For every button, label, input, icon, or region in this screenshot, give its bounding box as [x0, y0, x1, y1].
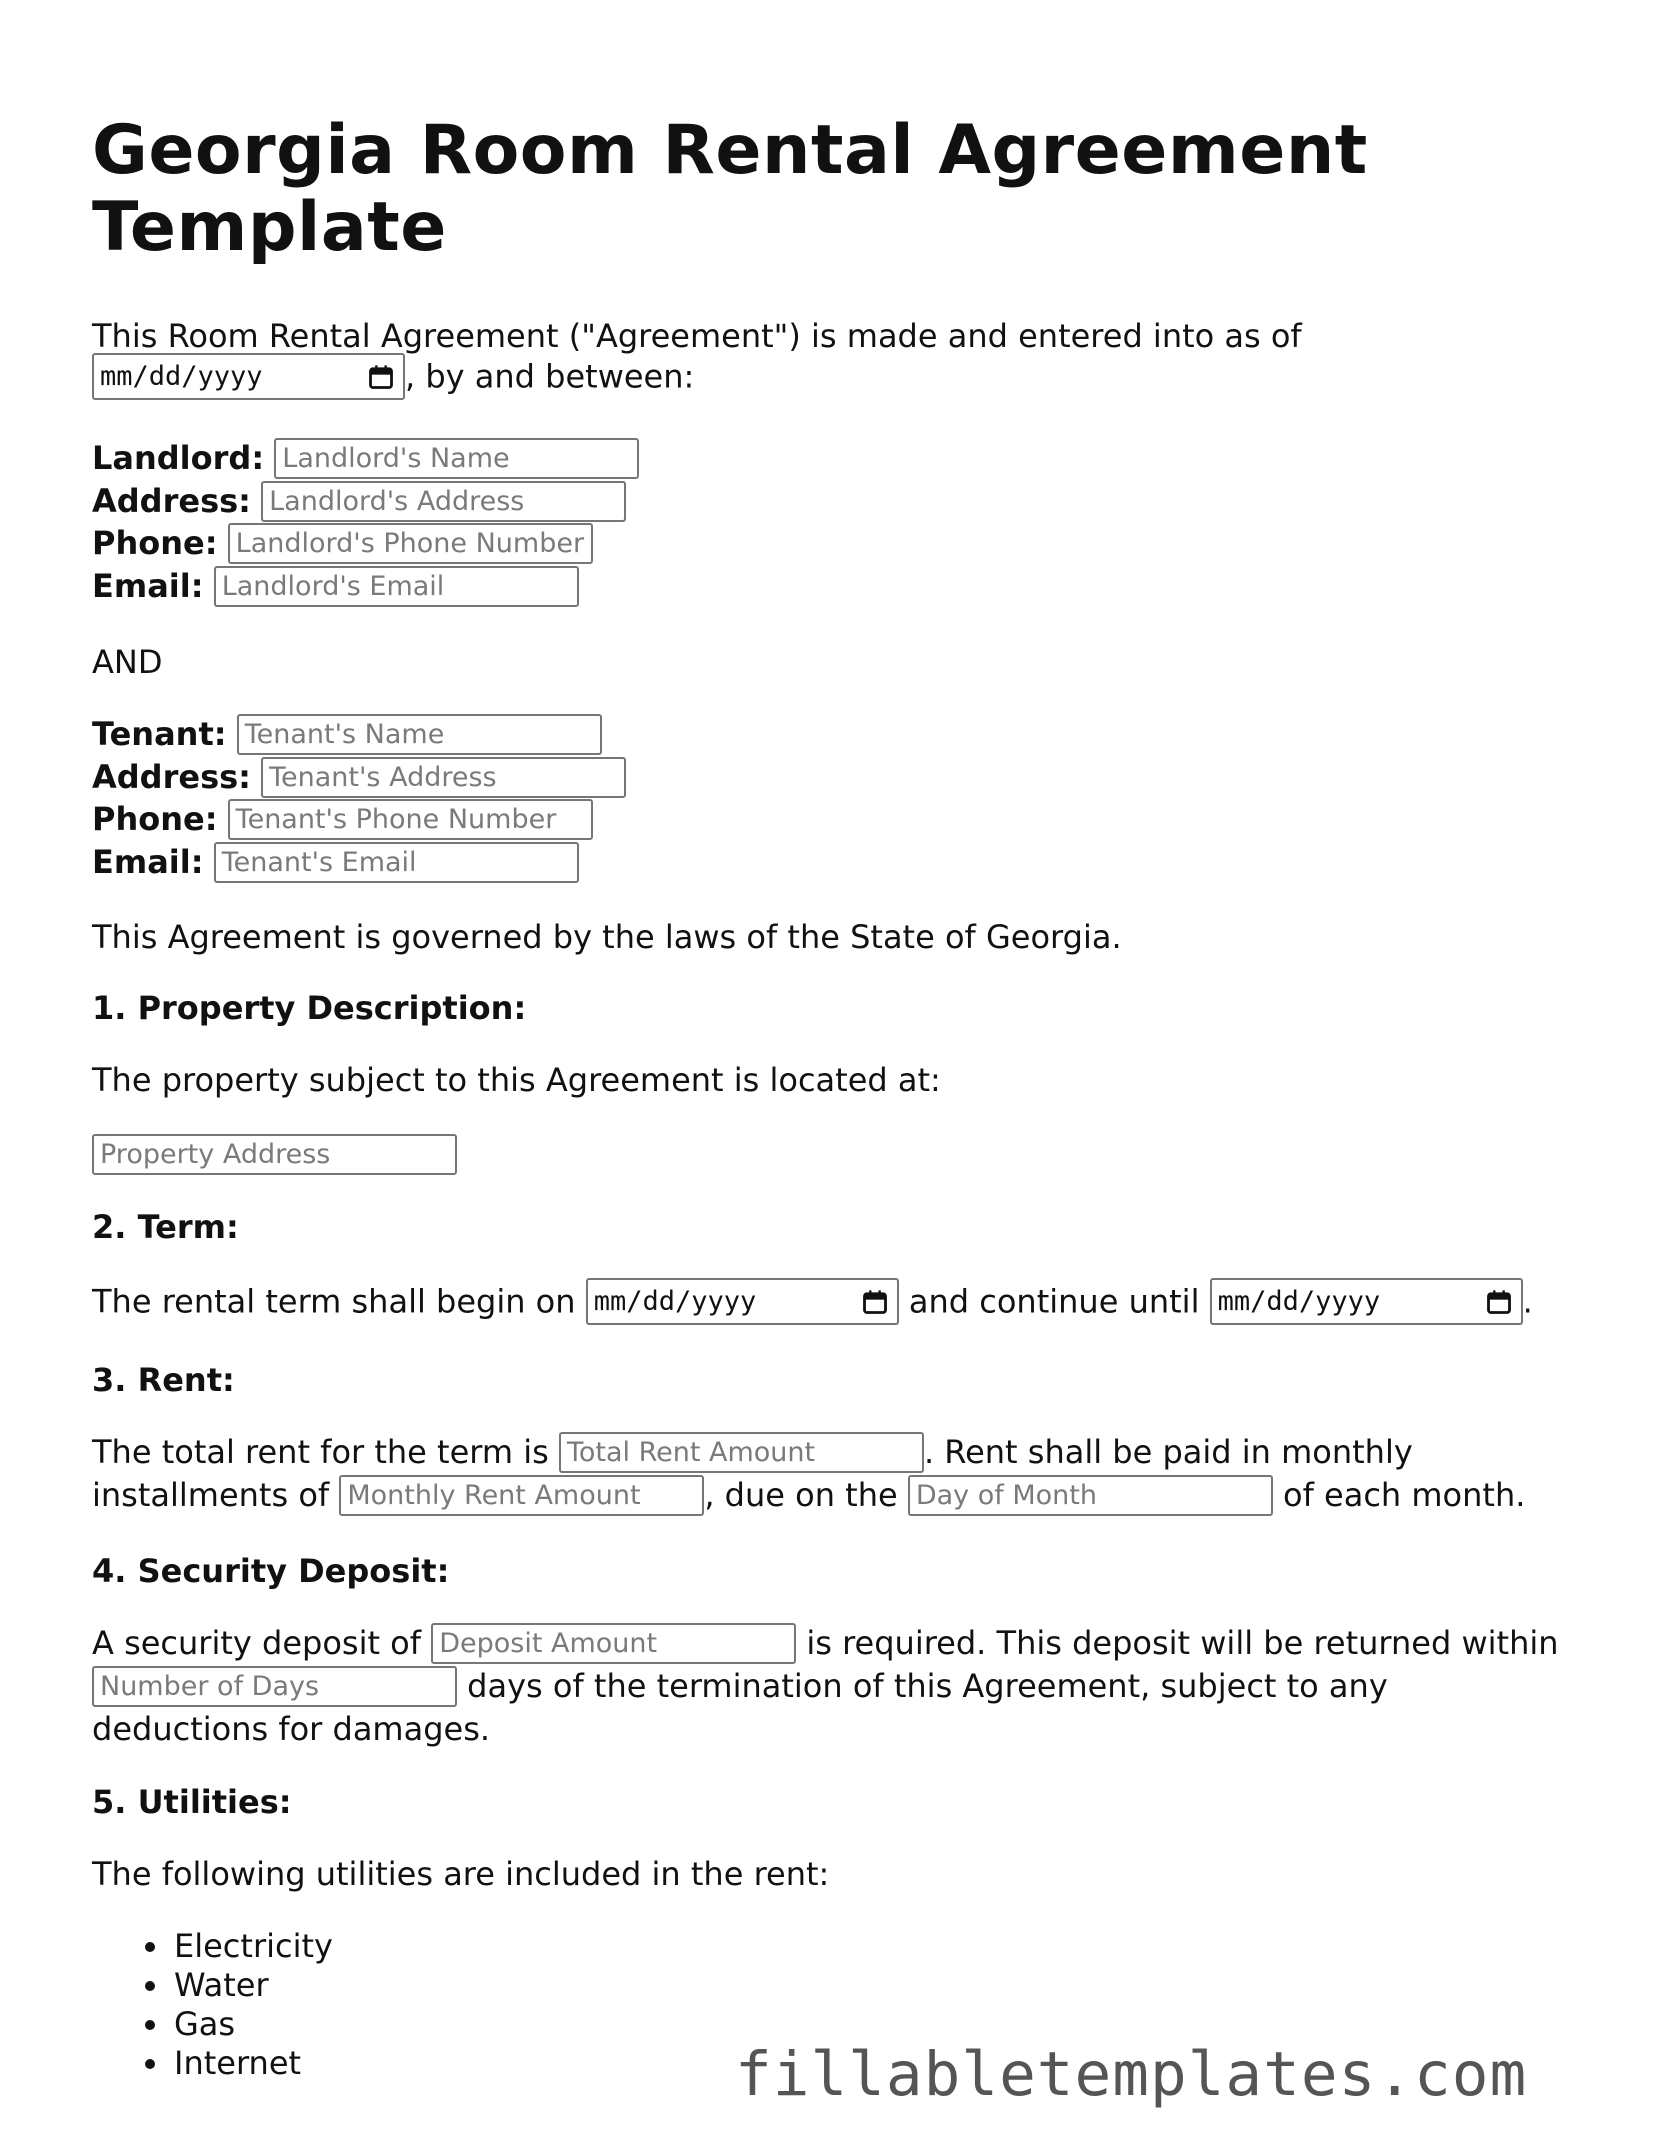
total-rent-input[interactable]: Total Rent Amount [559, 1432, 924, 1473]
calendar-icon[interactable] [861, 1288, 889, 1316]
rent-line-2 [92, 1474, 1525, 1518]
list-item: • Water [172, 1966, 333, 2005]
intro-line-2 [92, 355, 694, 402]
term-end-placeholder: mm/dd/yyyy [1217, 1286, 1381, 1317]
tenant-email-row [92, 841, 579, 885]
property-address-input[interactable]: Property Address [92, 1134, 457, 1175]
landlord-name-label: Landlord: [92, 439, 265, 477]
rent-text-2: . Rent shall be paid in monthly [923, 1433, 1413, 1471]
section-2-heading: 2. Term: [92, 1208, 239, 1246]
term-start-date-input[interactable] [586, 1278, 899, 1325]
tenant-name-label: Tenant: [92, 715, 227, 753]
landlord-address-input[interactable]: Landlord's Address [261, 481, 626, 522]
intro-line-1 [92, 315, 1302, 358]
term-row [92, 1280, 1533, 1327]
intro-text: This Room Rental Agreement ("Agreement") is made and entered into as of [92, 317, 1302, 355]
tenant-name-row [92, 713, 602, 757]
governing-law-text: This Agreement is governed by the laws of the State of Georgia. [92, 918, 1122, 956]
rent-text-1: The total rent for the term is [92, 1433, 549, 1471]
section-1-heading: 1. Property Description: [92, 989, 527, 1027]
rent-text-4: , due on the [704, 1476, 898, 1514]
property-address-row [92, 1133, 457, 1177]
monthly-rent-input[interactable]: Monthly Rent Amount [339, 1475, 704, 1516]
section-1-text: The property subject to this Agreement is located at: [92, 1061, 941, 1099]
deposit-line-1 [92, 1622, 1559, 1666]
agreement-date-input[interactable] [92, 353, 405, 400]
rent-line-1 [92, 1431, 1413, 1475]
rent-text-3: installments of [92, 1476, 330, 1514]
agreement-date-placeholder: mm/dd/yyyy [100, 361, 263, 392]
section-5-text: The following utilities are included in the rent: [92, 1855, 830, 1893]
return-days-input[interactable]: Number of Days [92, 1666, 457, 1707]
list-item: • Internet [172, 2044, 333, 2083]
intro-after-date: , by and between: [405, 357, 695, 396]
tenant-address-row [92, 756, 626, 800]
calendar-icon[interactable] [1485, 1288, 1513, 1316]
deposit-line-3: deductions for damages. [92, 1710, 491, 1748]
landlord-address-row [92, 480, 626, 524]
term-start-placeholder: mm/dd/yyyy [593, 1286, 757, 1317]
landlord-phone-label: Phone: [92, 524, 218, 562]
utilities-list [92, 1927, 333, 2083]
tenant-address-input[interactable]: Tenant's Address [261, 757, 626, 798]
tenant-name-input[interactable]: Tenant's Name [237, 714, 602, 755]
landlord-name-input[interactable]: Landlord's Name [274, 438, 639, 479]
landlord-address-label: Address: [92, 482, 251, 520]
list-item: • Gas [172, 2005, 333, 2044]
list-item: • Electricity [172, 1927, 333, 1966]
term-end-date-input[interactable] [1210, 1278, 1523, 1325]
tenant-email-input[interactable]: Tenant's Email [214, 842, 579, 883]
tenant-email-label: Email: [92, 843, 204, 881]
tenant-phone-input[interactable]: Tenant's Phone Number [228, 799, 593, 840]
term-text-after: . [1522, 1282, 1533, 1321]
page-title: Georgia Room Rental Agreement Template [92, 111, 1368, 267]
tenant-address-label: Address: [92, 758, 251, 796]
and-separator: AND [92, 643, 163, 681]
landlord-email-input[interactable]: Landlord's Email [214, 566, 579, 607]
landlord-email-label: Email: [92, 567, 204, 605]
deposit-line-2 [92, 1665, 1388, 1709]
tenant-phone-row [92, 798, 593, 842]
landlord-name-row [92, 437, 639, 481]
landlord-email-row [92, 565, 579, 609]
section-3-heading: 3. Rent: [92, 1361, 235, 1399]
day-of-month-input[interactable]: Day of Month [908, 1475, 1273, 1516]
section-4-heading: 4. Security Deposit: [92, 1552, 450, 1590]
section-5-heading: 5. Utilities: [92, 1783, 292, 1821]
deposit-amount-input[interactable]: Deposit Amount [431, 1623, 796, 1664]
landlord-phone-input[interactable]: Landlord's Phone Number [228, 523, 593, 564]
deposit-text-2: is required. This deposit will be returned within [806, 1624, 1559, 1662]
deposit-text-1: A security deposit of [92, 1624, 422, 1662]
tenant-phone-label: Phone: [92, 800, 218, 838]
rent-text-5: of each month. [1283, 1476, 1526, 1514]
calendar-icon[interactable] [367, 363, 395, 391]
deposit-text-3: days of the termination of this Agreement, subject to any [467, 1667, 1388, 1705]
landlord-phone-row [92, 522, 593, 566]
term-text-before: The rental term shall begin on [92, 1282, 576, 1321]
watermark: fillabletemplates.com [735, 2039, 1528, 2110]
term-text-middle: and continue until [908, 1282, 1200, 1321]
